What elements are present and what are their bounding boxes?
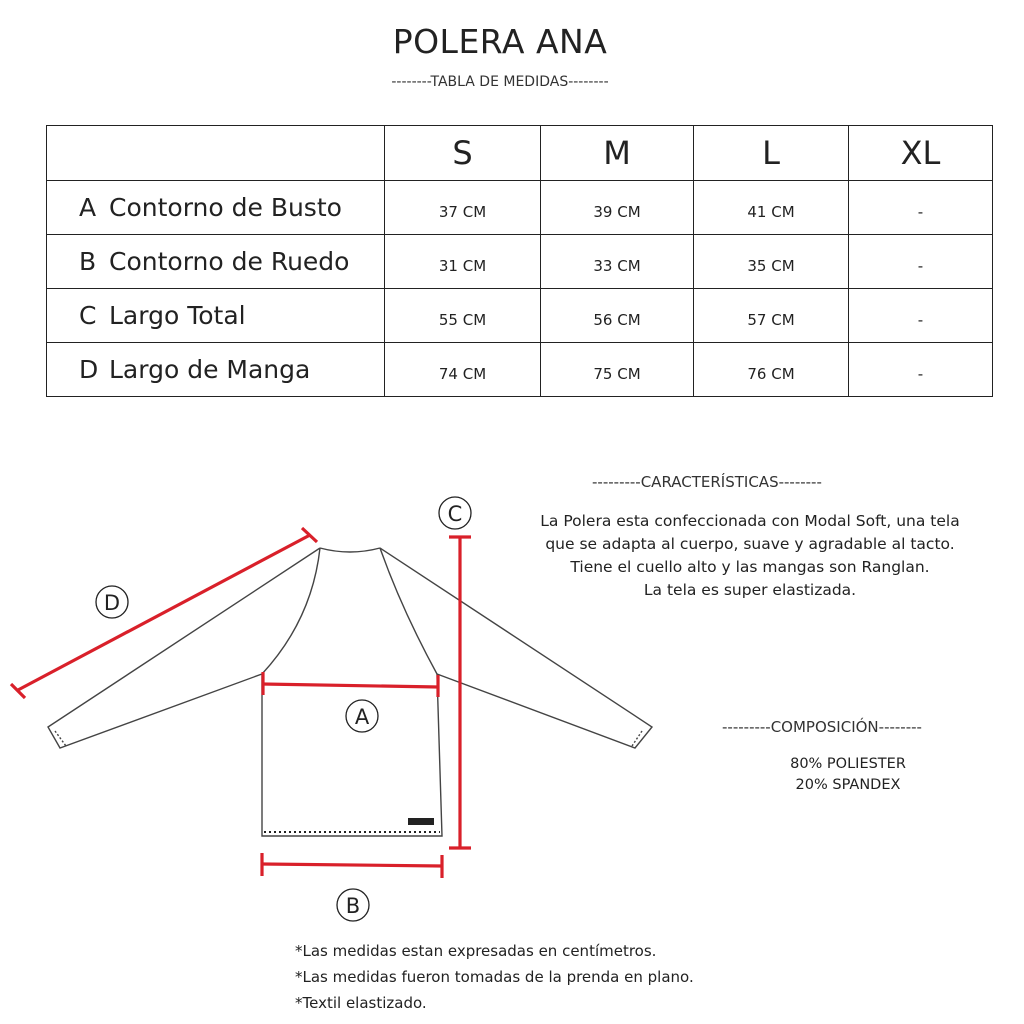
row-letter: B xyxy=(79,247,97,276)
caracteristicas-text xyxy=(500,510,1000,602)
table-row xyxy=(47,289,993,343)
table-row xyxy=(47,235,993,289)
caracteristicas-line: que se adapta al cuerpo, suave y agradable al tacto. xyxy=(545,535,955,553)
footnote: *Las medidas fueron tomadas de la prenda en plano. xyxy=(295,968,694,986)
row-letter: C xyxy=(79,301,97,330)
table-cell: 56 CM xyxy=(541,289,694,343)
footnote: *Las medidas estan expresadas en centímetros. xyxy=(295,942,657,960)
size-header-m: M xyxy=(541,126,694,181)
table-cell: 41 CM xyxy=(694,181,849,235)
table-cell: - xyxy=(849,235,993,289)
table-cell: 39 CM xyxy=(541,181,694,235)
table-row xyxy=(47,181,993,235)
table-cell: 55 CM xyxy=(385,289,541,343)
table-cell: 75 CM xyxy=(541,343,694,397)
footnotes xyxy=(295,938,694,1016)
composicion-line: 80% POLIESTER xyxy=(790,756,906,772)
table-cell: 35 CM xyxy=(694,235,849,289)
caracteristicas-line: La tela es super elastizada. xyxy=(643,581,857,599)
composicion-heading: ---------COMPOSICIÓN-------- xyxy=(722,718,922,736)
row-label xyxy=(47,289,385,343)
size-header-s: S xyxy=(385,126,541,181)
marker-letters xyxy=(104,502,462,918)
row-name: Contorno de Ruedo xyxy=(109,247,350,276)
row-letter: D xyxy=(79,355,99,384)
table-cell: 57 CM xyxy=(694,289,849,343)
table-cell: - xyxy=(849,181,993,235)
size-table-corner xyxy=(47,126,385,181)
caracteristicas-line: La Polera esta confeccionada con Modal Soft, una tela xyxy=(540,512,960,530)
table-row xyxy=(47,343,993,397)
size-table-header-row xyxy=(47,126,993,181)
cuff-stitch-right xyxy=(632,731,642,746)
label-tag xyxy=(408,818,434,825)
row-label xyxy=(47,235,385,289)
marker-a-label: A xyxy=(354,705,370,729)
measure-cap-d2 xyxy=(302,528,317,542)
size-table xyxy=(46,125,993,397)
measure-line-d xyxy=(18,535,310,690)
composicion-text xyxy=(748,754,948,796)
table-cell: 74 CM xyxy=(385,343,541,397)
table-cell: 76 CM xyxy=(694,343,849,397)
collar-outline xyxy=(320,548,380,552)
size-header-xl: XL xyxy=(849,126,993,181)
row-label xyxy=(47,181,385,235)
table-cell: - xyxy=(849,289,993,343)
marker-c-label: C xyxy=(447,502,463,526)
row-name: Largo Total xyxy=(109,301,246,330)
measure-line-a xyxy=(262,684,438,687)
caracteristicas-heading: ---------CARACTERÍSTICAS-------- xyxy=(592,473,822,491)
marker-b-label: B xyxy=(345,894,361,918)
table-cell: 33 CM xyxy=(541,235,694,289)
cuff-stitch-left xyxy=(55,731,66,746)
table-cell: 37 CM xyxy=(385,181,541,235)
page-title: POLERA ANA xyxy=(392,22,608,61)
measure-markers xyxy=(96,497,471,921)
row-label xyxy=(47,343,385,397)
caracteristicas-line: Tiene el cuello alto y las mangas son Ranglan. xyxy=(570,558,930,576)
page-subtitle: --------TABLA DE MEDIDAS-------- xyxy=(391,74,609,90)
size-header-l: L xyxy=(694,126,849,181)
marker-d-label: D xyxy=(103,591,121,615)
measure-lines xyxy=(11,528,471,878)
measure-line-b xyxy=(262,864,442,866)
table-cell: - xyxy=(849,343,993,397)
row-letter: A xyxy=(79,193,97,222)
row-name: Largo de Manga xyxy=(109,355,311,384)
row-name: Contorno de Busto xyxy=(109,193,342,222)
table-cell: 31 CM xyxy=(385,235,541,289)
footnote: *Textil elastizado. xyxy=(295,994,427,1012)
composicion-line: 20% SPANDEX xyxy=(795,777,901,793)
